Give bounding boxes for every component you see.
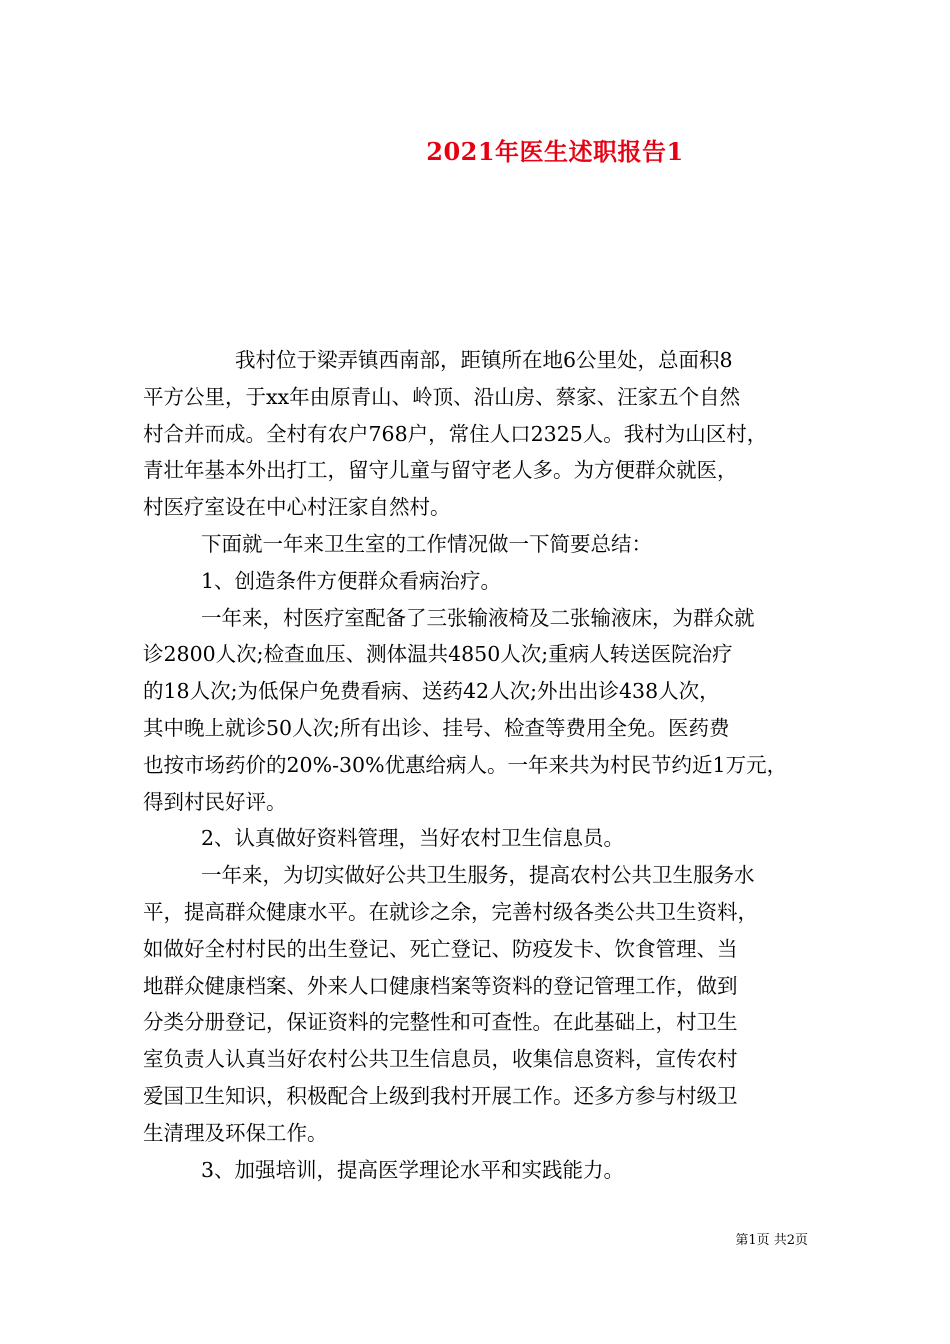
body-line: 村医疗室设在中心村汪家自然村。 (143, 495, 451, 520)
section-heading: 2、认真做好资料管理，当好农村卫生信息员。 (201, 826, 625, 851)
section-heading: 3、加强培训，提高医学理论水平和实践能力。 (201, 1157, 625, 1182)
body-line: 如做好全村村民的出生登记、死亡登记、防疫发卡、饮食管理、当 (143, 936, 738, 961)
section-heading: 1、创造条件方便群众看病治疗。 (201, 568, 502, 593)
body-line: 生清理及环保工作。 (143, 1120, 328, 1145)
body-line: 青壮年基本外出打工，留守儿童与留守老人多。为方便群众就医， (143, 458, 738, 483)
body-line: 其中晚上就诊50人次;所有出诊、挂号、检查等费用全免。医药费 (143, 715, 730, 740)
body-line: 也按市场药价的20%-30%优惠给病人。一年来共为村民节约近1万元， (143, 752, 788, 777)
body-line: 爱国卫生知识，积极配合上级到我村开展工作。还多方参与村级卫 (143, 1083, 738, 1108)
body-line: 的18人次;为低保户免费看病、送药42人次;外出出诊438人次， (143, 679, 720, 704)
body-line: 得到村民好评。 (143, 789, 287, 814)
body-line: 室负责人认真当好农村公共卫生信息员，收集信息资料，宣传农村 (143, 1047, 738, 1072)
body-line: 我村位于梁弄镇西南部，距镇所在地6公里处，总面积8 (235, 348, 733, 372)
body-line: 平方公里，于xx年由原青山、岭顶、沿山房、蔡家、汪家五个自然 (143, 384, 741, 409)
body-line: 一年来，为切实做好公共卫生服务，提高农村公共卫生服务水 (201, 863, 755, 888)
body-line: 诊2800人次;检查血压、测体温共4850人次;重病人转送医院治疗 (143, 642, 733, 667)
body-line: 平，提高群众健康水平。在就诊之余，完善村级各类公共卫生资料， (143, 899, 758, 924)
body-line: 地群众健康档案、外来人口健康档案等资料的登记管理工作，做到 (143, 973, 738, 998)
body-line: 下面就一年来卫生室的工作情况做一下简要总结： (201, 531, 652, 556)
body-line: 分类分册登记，保证资料的完整性和可查性。在此基础上，村卫生 (143, 1010, 738, 1035)
body-line: 村合并而成。全村有农户768户，常住人口2325人。我村为山区村， (143, 421, 768, 446)
document-title: 2021年医生述职报告1 (426, 137, 684, 166)
document-body (143, 342, 813, 1188)
body-line: 一年来，村医疗室配备了三张输液椅及二张输液床，为群众就 (201, 605, 755, 630)
page-footer: 第1页 共2页 (735, 1233, 808, 1248)
